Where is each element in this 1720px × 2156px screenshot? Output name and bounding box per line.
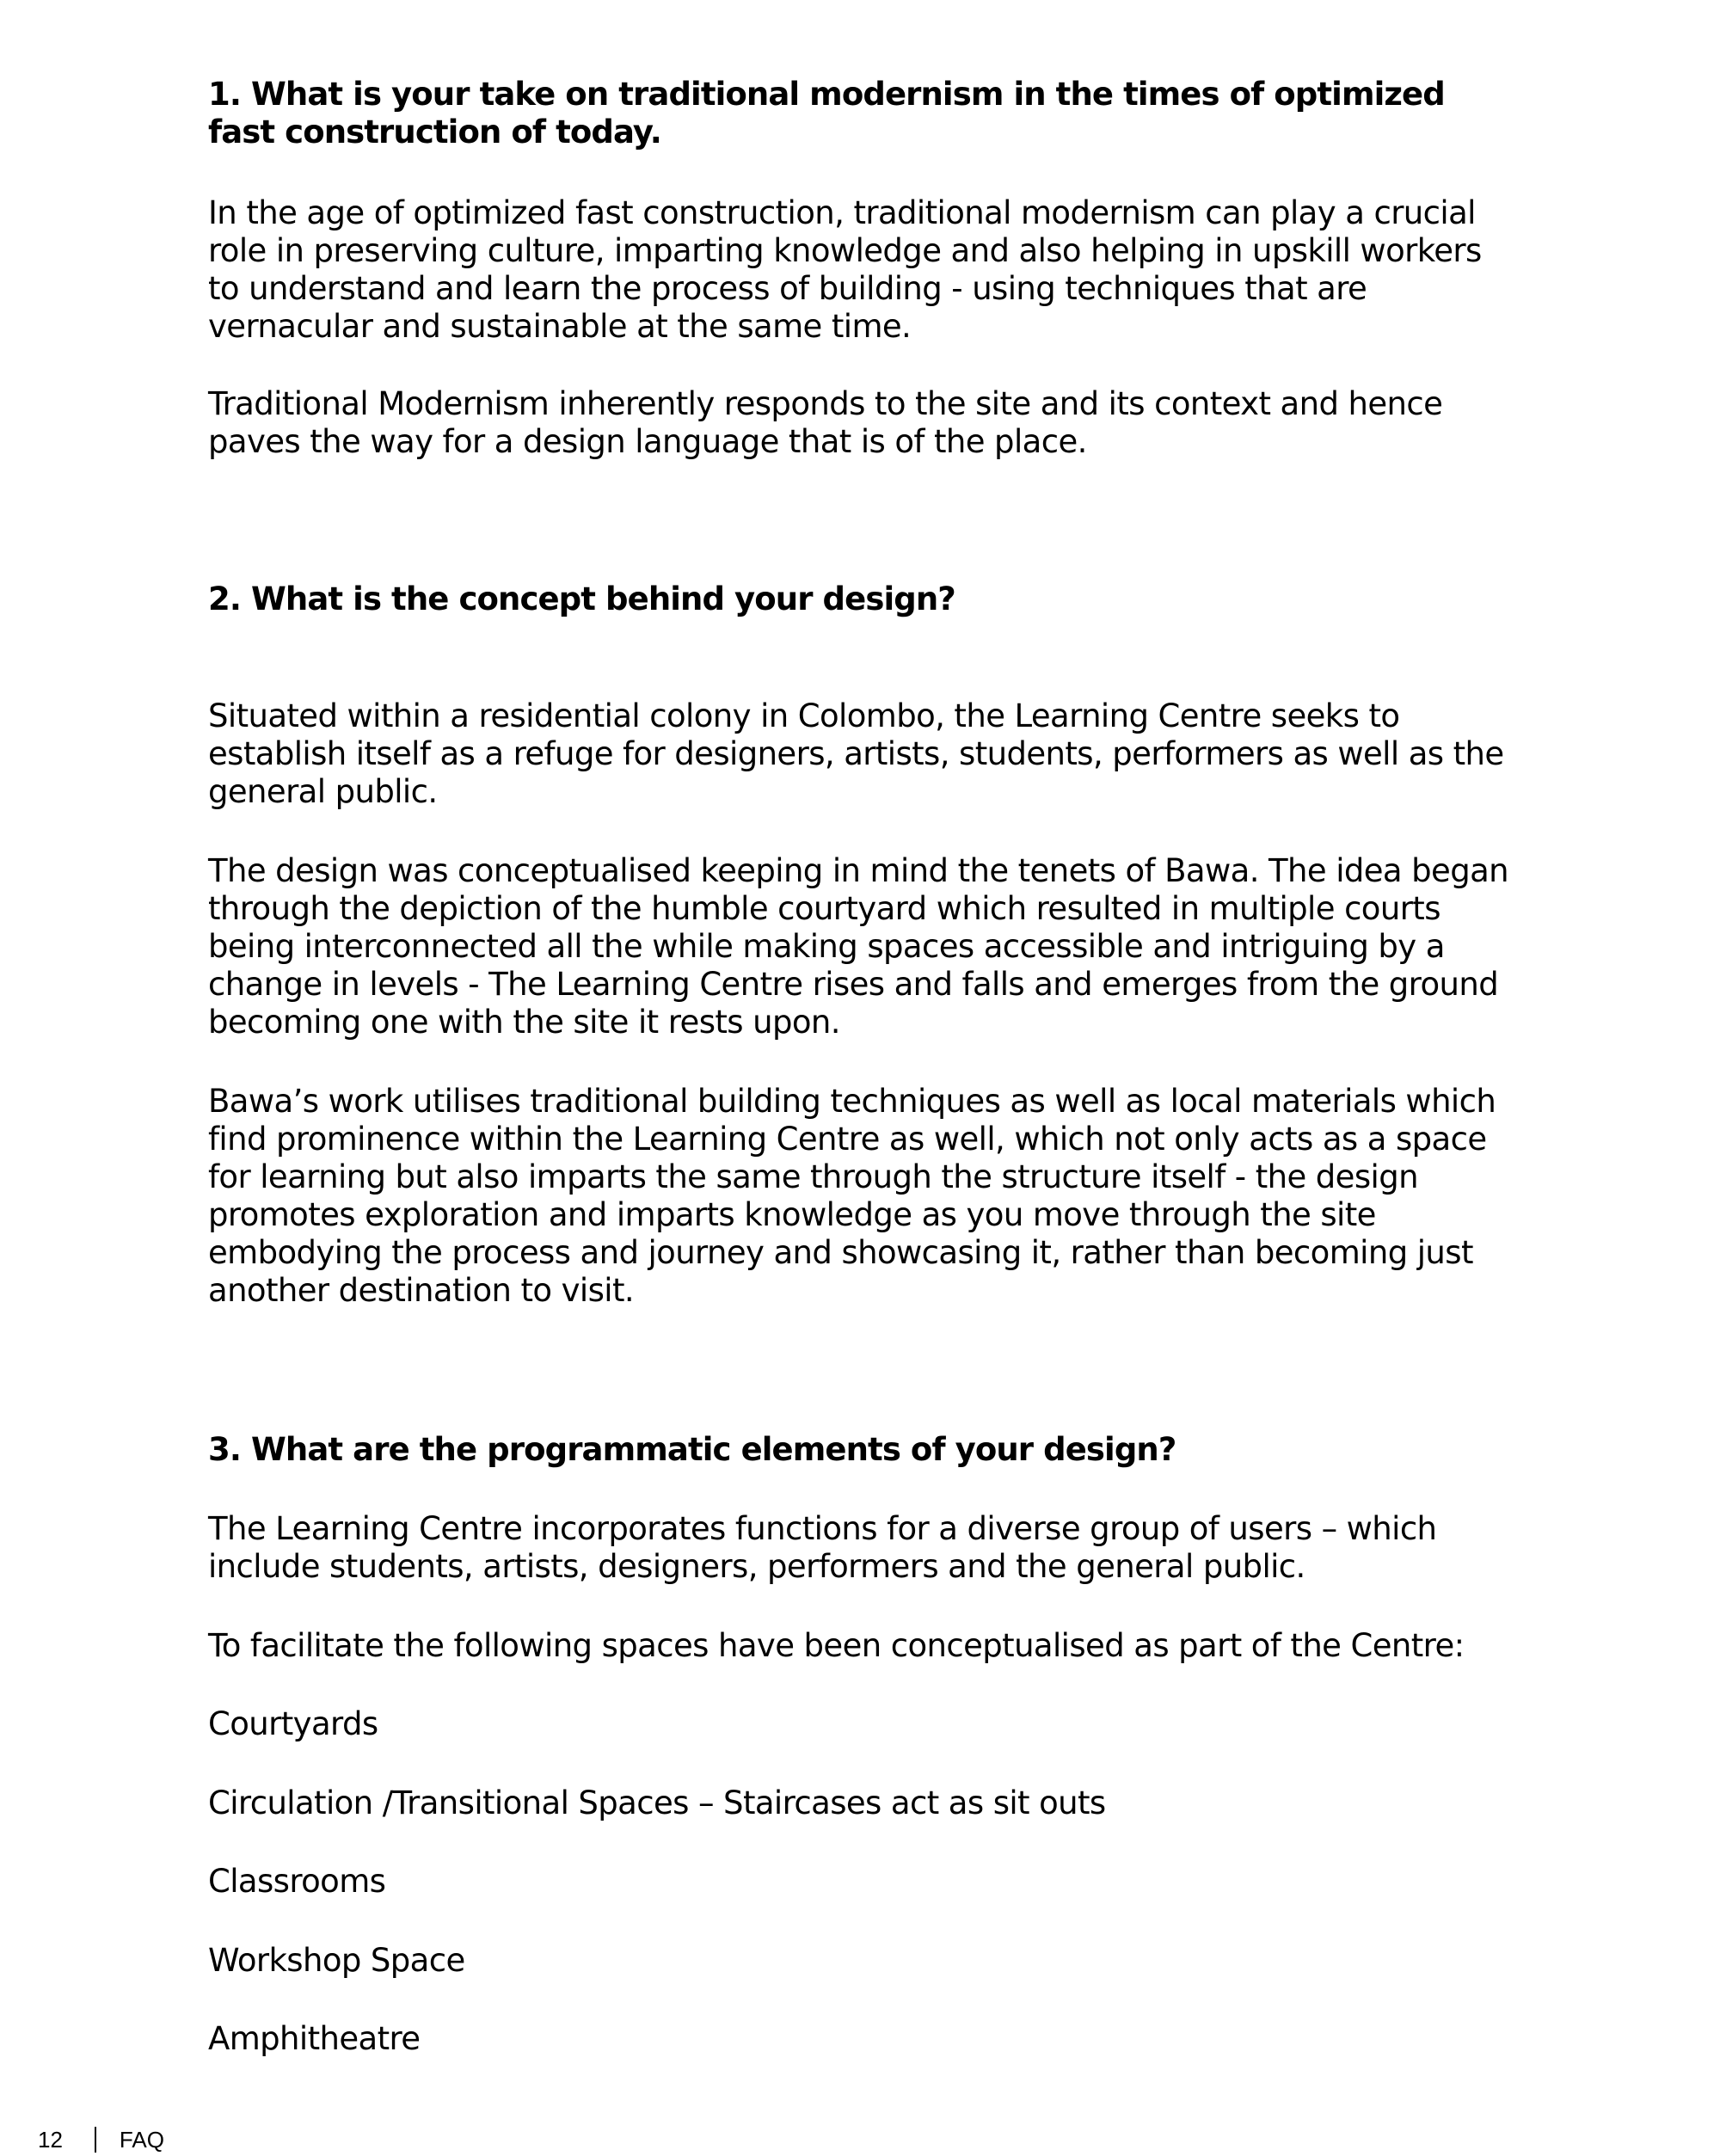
program-item-courtyards: Courtyards bbox=[208, 1705, 378, 1742]
page-footer bbox=[38, 2128, 164, 2152]
answer-2-paragraph-2: The design was conceptualised keeping in mind the tenets of Bawa. The idea began through the depiction of the humble courtyard which resulted in multiple courts being interconnected all the while making spaces accessible and intriguing by a change in levels - The Learning Centre rises and falls and emerges from the ground becoming one with the site it rests upon. bbox=[208, 852, 1509, 1041]
answer-2-paragraph-1: Situated within a residential colony in Colombo, the Learning Centre seeks to establish itself as a refuge for designers, artists, students, performers as well as the general public. bbox=[208, 697, 1504, 810]
question-2-heading: 2. What is the concept behind your design? bbox=[208, 580, 955, 617]
footer-section-label: FAQ bbox=[119, 2126, 164, 2153]
program-item-classrooms: Classrooms bbox=[208, 1863, 386, 1900]
program-item-amphitheatre: Amphitheatre bbox=[208, 2020, 421, 2057]
answer-3-paragraph-1: The Learning Centre incorporates functions for a diverse group of users – which include students, artists, designers, performers and the general public. bbox=[208, 1510, 1437, 1585]
program-item-workshop-space: Workshop Space bbox=[208, 1942, 465, 1979]
page-number: 12 bbox=[38, 2126, 63, 2153]
footer-divider bbox=[95, 2127, 96, 2153]
answer-2-paragraph-3: Bawa’s work utilises traditional building techniques as well as local materials which find prominence within the Learning Centre as well, which not only acts as a space for learning but also imparts the same through the structure itself - the design promotes exploration and imparts knowledge as you move through the site embodying the process and journey and showcasing it, rather than becoming just another destination to visit. bbox=[208, 1083, 1496, 1309]
question-3-heading: 3. What are the programmatic elements of your design? bbox=[208, 1431, 1176, 1468]
question-1-heading: 1. What is your take on traditional modernism in the times of optimized fast construction of today. bbox=[208, 76, 1445, 150]
answer-3-paragraph-2: To facilitate the following spaces have been conceptualised as part of the Centre: bbox=[208, 1627, 1465, 1664]
answer-1-paragraph-2: Traditional Modernism inherently responds to the site and its context and hence paves the way for a design language that is of the place. bbox=[208, 385, 1443, 460]
answer-1-paragraph-1: In the age of optimized fast construction, traditional modernism can play a crucial role in preserving culture, imparting knowledge and also helping in upskill workers to understand and learn the process of building - using techniques that are vernacular and sustainable at the same time. bbox=[208, 194, 1482, 345]
program-item-circulation: Circulation /Transitional Spaces – Staircases act as sit outs bbox=[208, 1784, 1106, 1821]
